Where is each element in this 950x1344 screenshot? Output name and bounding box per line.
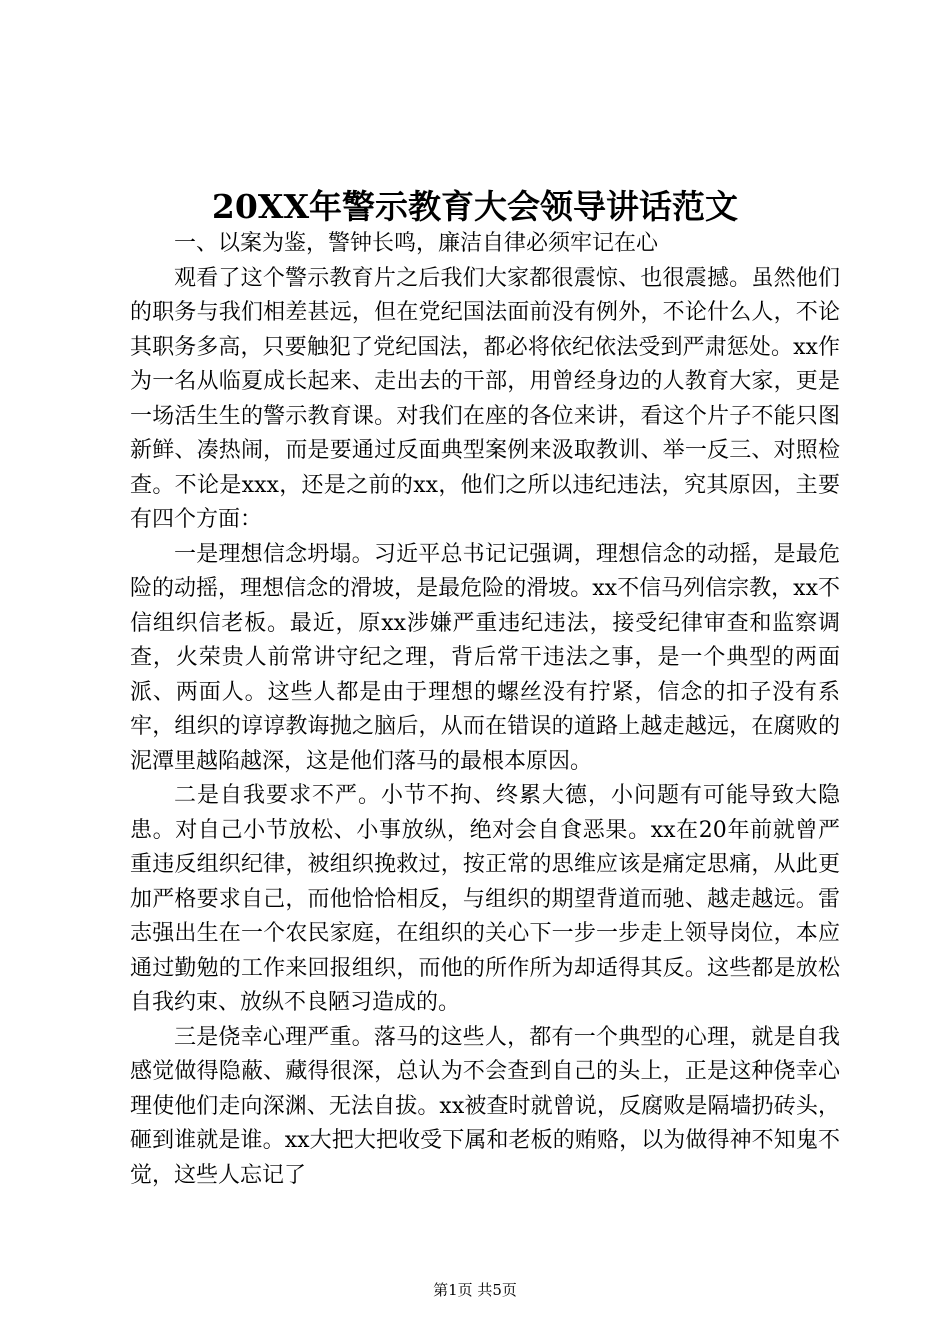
section-heading: 一、以案为鉴，警钟长鸣，廉洁自律必须牢记在心	[174, 231, 659, 256]
document-title: 20XX年警示教育大会领导讲话范文	[211, 187, 739, 226]
body-paragraph: 一是理想信念坍塌。习近平总书记记强调，理想信念的动摇，是最危险的动摇，理想信念的滑坡，是最危险的滑坡。xx不信马列信宗教，xx不信组织信老板。最近，原xx涉嫌严重违纪违法，接受纪律审查和监察调查，火荣贵人前常讲守纪之理，背后常干违法之事，是一个典型的两面派、两面人。这些人都是由于理想的螺丝没有拧紧，信念的扣子没有系牢，组织的谆谆教诲抛之脑后，从而在错误的道路上越走越远，在腐败的泥潭里越陷越深，这是他们落马的最根本原因。	[130, 541, 840, 774]
page-footer: 第1页 共5页	[433, 1281, 517, 1299]
body-paragraph: 二是自我要求不严。小节不拘、终累大德，小问题有可能导致大隐患。对自己小节放松、小事放纵，绝对会自食恶果。xx在20年前就曾严重违反组织纪律，被组织挽救过，按正常的思维应该是痛定思痛，从此更加严格要求自己，而他恰恰相反，与组织的期望背道而驰、越走越远。雷志强出生在一个农民家庭，在组织的关心下一步一步走上领导岗位，本应通过勤勉的工作来回报组织，而他的所作所为却适得其反。这些都是放松自我约束、放纵不良陋习造成的。	[130, 783, 840, 1015]
document-body	[130, 227, 840, 1193]
body-paragraph: 三是侥幸心理严重。落马的这些人，都有一个典型的心理，就是自我感觉做得隐蔽、藏得很深，总认为不会查到自己的头上，正是这种侥幸心理使他们走向深渊、无法自拔。xx被查时就曾说，反腐败是隔墙扔砖头，砸到谁就是谁。xx大把大把收受下属和老板的贿赂，以为做得神不知鬼不觉，这些人忘记了	[130, 1024, 840, 1188]
body-paragraph: 观看了这个警示教育片之后我们大家都很震惊、也很震撼。虽然他们的职务与我们相差甚远，但在党纪国法面前没有例外，不论什么人，不论其职务多高，只要触犯了党纪国法，都必将依纪依法受到严肃惩处。xx作为一名从临夏成长起来、走出去的干部，用曾经身边的人教育大家，更是一场活生生的警示教育课。对我们在座的各位来讲，看这个片子不能只图新鲜、凑热闹，而是要通过反面典型案例来汲取教训、举一反三、对照检查。不论是xxx，还是之前的xx，他们之所以违纪违法，究其原因，主要有四个方面：	[130, 265, 840, 532]
